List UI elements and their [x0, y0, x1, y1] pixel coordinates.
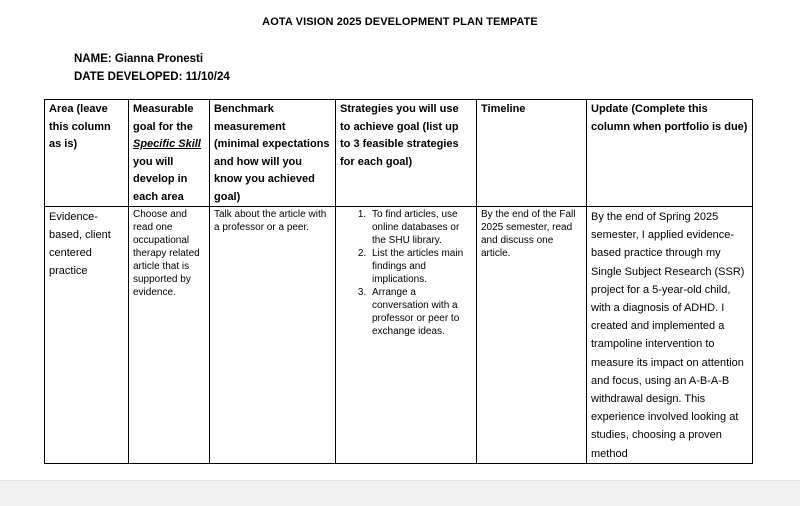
header-benchmark: Benchmark measurement (minimal expectations and how will you know you achieved goal) — [210, 100, 336, 207]
header-row — [45, 100, 753, 207]
header-goal — [129, 100, 210, 207]
table-row — [45, 207, 753, 464]
list-item: 2. List the articles main findings and implications. — [369, 247, 472, 286]
cell-update: By the end of Spring 2025 semester, I applied evidence-based practice through my Single Subject Research (SSR) project for a 5-year-old child, with a diagnosis of ADHD. I created and implemented a trampoline intervention to measure its impact on attention and focus, using an A-B-A-B withdrawal design. This experience involved looking at studies, choosing a proven method — [587, 207, 753, 464]
header-area: Area (leave this column as is) — [45, 100, 129, 207]
header-goal-suffix: you will develop in each area — [133, 155, 188, 203]
cell-goal: Choose and read one occupational therapy related article that is supported by evidence. — [129, 207, 210, 464]
strategies-list — [340, 208, 472, 338]
header-goal-emphasis: Specific Skill — [133, 138, 201, 150]
header-timeline: Timeline — [477, 100, 587, 207]
cell-area: Evidence-based, client centered practice — [45, 207, 129, 464]
viewer-bottom-bar — [0, 480, 800, 506]
cell-benchmark: Talk about the article with a professor or a peer. — [210, 207, 336, 464]
student-name: NAME: Gianna Pronesti — [74, 53, 204, 65]
header-goal-prefix: Measurable goal for the — [133, 103, 194, 133]
header-strategies: Strategies you will use to achieve goal (list up to 3 feasible strategies for each goal) — [336, 100, 477, 207]
header-update: Update (Complete this column when portfolio is due) — [587, 100, 753, 207]
list-item: 3. Arrange a conversation with a professor or peer to exchange ideas. — [369, 286, 472, 338]
document-title: AOTA VISION 2025 DEVELOPMENT PLAN TEMPATE — [262, 16, 538, 28]
cell-timeline: By the end of the Fall 2025 semester, read and discuss one article. — [477, 207, 587, 464]
list-item: 1. To find articles, use online databases or the SHU library. — [369, 208, 472, 247]
development-plan-table — [44, 99, 753, 464]
cell-strategies — [336, 207, 477, 464]
date-developed: DATE DEVELOPED: 11/10/24 — [74, 71, 230, 83]
